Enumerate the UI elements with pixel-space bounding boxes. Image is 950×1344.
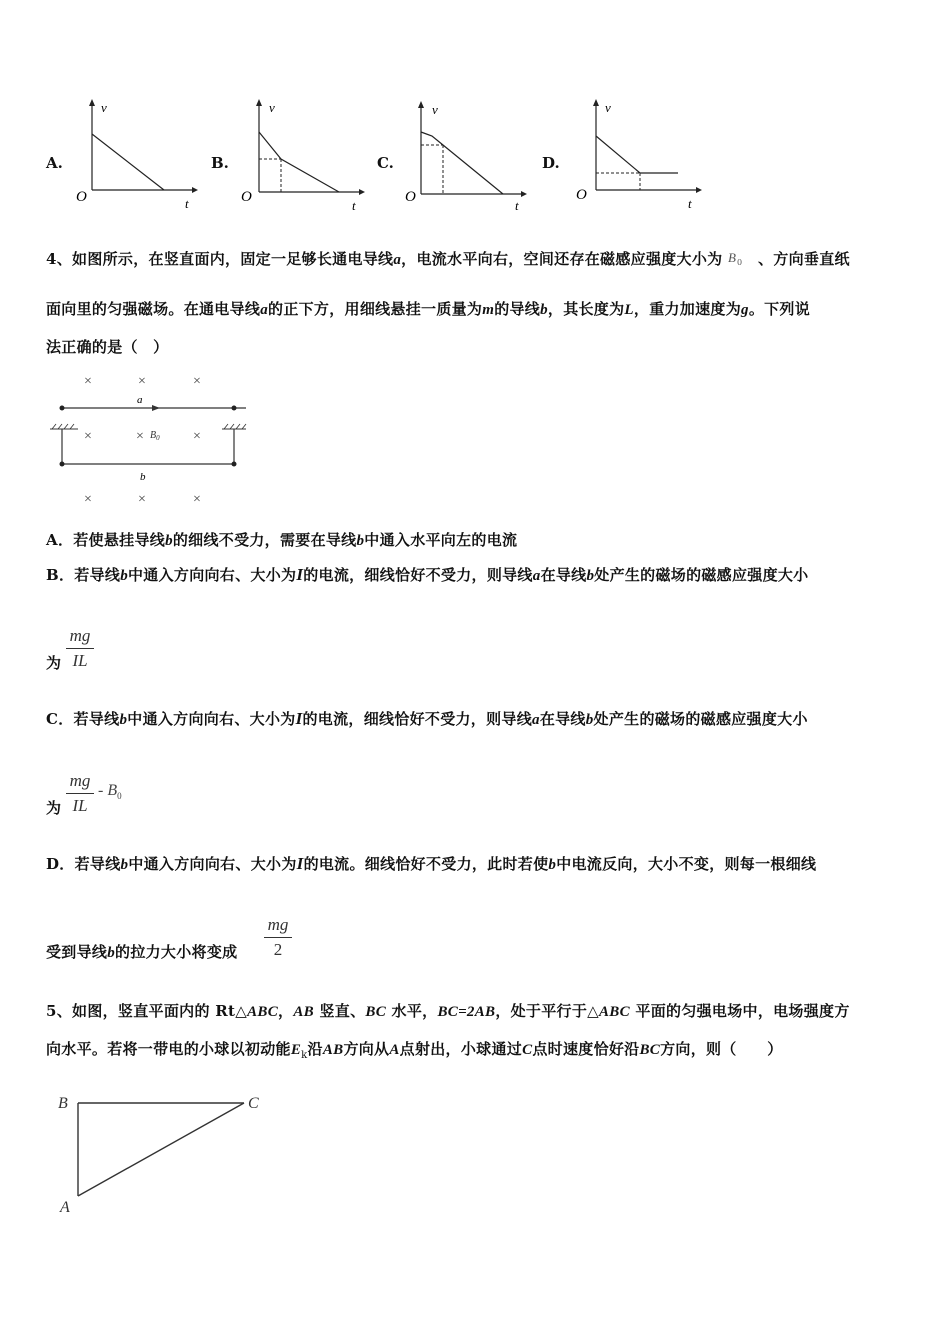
vt-line — [259, 132, 339, 192]
label-B0: $B_0$ — [150, 430, 160, 442]
graph-d-label: D. — [542, 154, 560, 172]
graph-a — [68, 98, 198, 213]
graph-b — [235, 98, 365, 213]
q4-line-2: 面向里的匀强磁场。在通电导线a的正下方，用细线悬挂一质量为m的导线b，其长度为L，重力加速度为g。下列说 — [46, 300, 811, 318]
label-b: b — [140, 471, 146, 483]
svg-text:×: × — [193, 492, 201, 507]
graph-c-label: C. — [377, 154, 394, 172]
support-left-hatch — [52, 424, 74, 429]
t-axis-arrow — [192, 187, 198, 193]
current-arrow — [152, 405, 160, 411]
minus-B0: - $B_0$ — [98, 782, 122, 802]
q5-triangle-figure — [52, 1086, 278, 1220]
crosses-top — [84, 374, 201, 389]
svg-text:×: × — [138, 492, 146, 507]
v-axis-arrow — [256, 99, 262, 106]
vertex-A: A — [60, 1199, 70, 1216]
t-axis-arrow — [359, 189, 365, 195]
svg-text:×: × — [193, 374, 201, 389]
q4-option-c-wei: 为 — [46, 799, 62, 817]
fraction-mg-IL-c: mg IL — [66, 771, 94, 816]
q4-option-b-wei: 为 — [46, 654, 62, 672]
v-axis-arrow — [593, 99, 599, 106]
t-axis-arrow — [696, 187, 702, 193]
wire-a-end-right — [232, 406, 237, 411]
vertex-B: B — [58, 1095, 68, 1112]
svg-text:×: × — [138, 374, 146, 389]
graph-d — [572, 98, 702, 213]
q4-line-3: 法正确的是（ ） — [46, 338, 169, 356]
svg-text:×: × — [193, 429, 201, 444]
t-label: t — [352, 198, 356, 213]
label-a: a — [137, 394, 143, 406]
t-label: t — [515, 198, 519, 213]
q4-option-d-line-2: 受到导线b的拉力大小将变成 — [46, 943, 238, 961]
crosses-middle — [84, 429, 201, 444]
q4-option-d: D．若导线b中通入方向向右、大小为I的电流。细线恰好不受力，此时若使b中电流反向，大小不变，则每一根细线 — [46, 854, 817, 873]
origin-label: O — [576, 187, 587, 203]
v-axis-arrow — [418, 101, 424, 108]
vt-line — [92, 134, 164, 190]
support-right-hatch — [224, 424, 246, 429]
origin-label: O — [241, 189, 252, 205]
side-AC — [78, 1103, 244, 1196]
svg-text:×: × — [136, 429, 144, 444]
wire-a-end-left — [60, 406, 65, 411]
v-label: v — [269, 100, 275, 115]
t-label: t — [185, 196, 189, 211]
t-axis-arrow — [521, 191, 527, 197]
q4-option-b: B．若导线b中通入方向向右、大小为I的电流，细线恰好不受力，则导线a在导线b处产生的磁场的磁感应强度大小 — [46, 565, 809, 584]
wire-b-end-left — [60, 462, 65, 467]
q5-line-1: 5、如图，竖直平面内的 Rt△ABC，AB 竖直、BC 水平，BC=2AB，处于平行于△ABC 平面的匀强电场中，电场强度方 — [46, 1002, 850, 1020]
fraction-mg-IL-b: mg IL — [66, 626, 94, 671]
graph-b-label: B. — [211, 154, 229, 172]
v-axis-arrow — [89, 99, 95, 106]
v-label: v — [432, 102, 438, 117]
origin-label: O — [405, 189, 416, 205]
svg-text:×: × — [84, 429, 92, 444]
v-label: v — [605, 100, 611, 115]
q4-line-1: 4、如图所示，在竖直面内，固定一足够长通电导线a，电流水平向右，空间还存在磁感应强度大小为 B 0 、方向垂直纸 — [46, 250, 850, 268]
vt-line — [596, 136, 678, 173]
t-label: t — [688, 196, 692, 211]
svg-text:×: × — [84, 374, 92, 389]
fraction-mg-2: mg 2 — [264, 915, 292, 960]
q4-option-c: C．若导线b中通入方向向右、大小为I的电流，细线恰好不受力，则导线a在导线b处产生的磁场的磁感应强度大小 — [46, 709, 808, 728]
graph-c — [397, 100, 527, 215]
q4-figure — [42, 366, 252, 508]
origin-label: O — [76, 189, 87, 205]
svg-text:×: × — [84, 492, 92, 507]
wire-b-end-right — [232, 462, 237, 467]
q4-option-a: A．若使悬挂导线b的细线不受力，需要在导线b中通入水平向左的电流 — [46, 531, 518, 549]
v-label: v — [101, 100, 107, 115]
q5-line-2: 向水平。若将一带电的小球以初动能$E_k$沿AB方向从A点射出，小球通过C点时速度恰好沿BC方向，则（ ） — [46, 1040, 783, 1061]
graph-a-label: A. — [46, 154, 63, 172]
vertex-C: C — [248, 1095, 259, 1112]
crosses-bottom — [84, 492, 201, 507]
vt-line — [421, 132, 503, 194]
